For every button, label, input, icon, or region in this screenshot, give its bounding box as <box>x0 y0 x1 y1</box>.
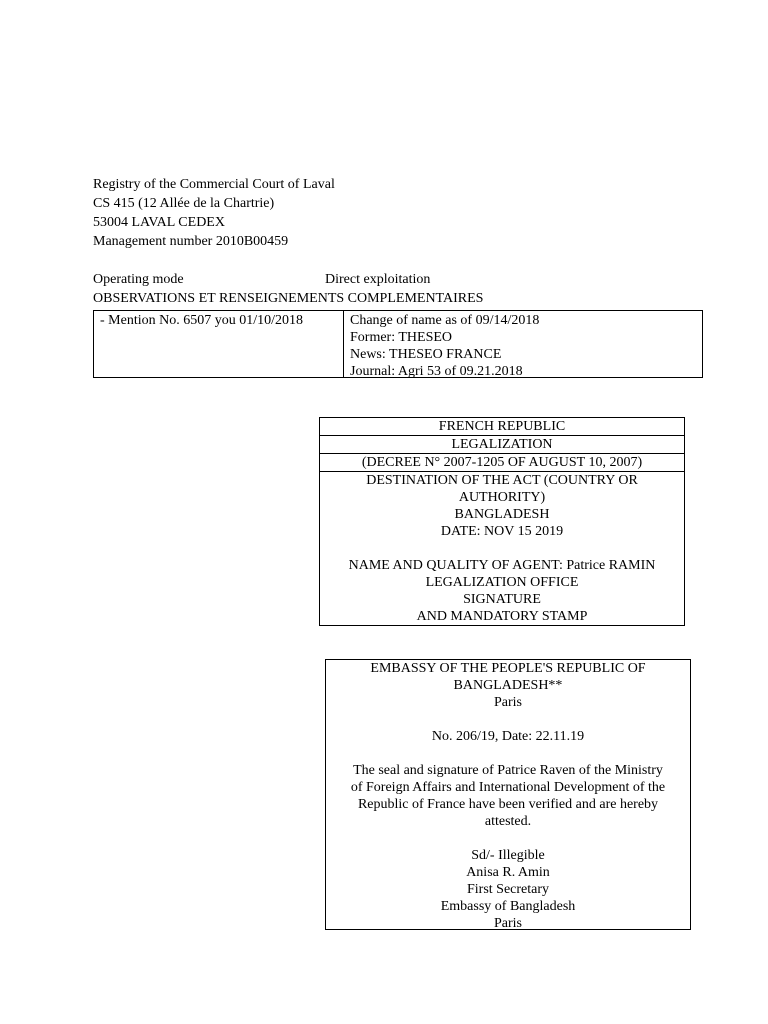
embassy-office: Embassy of Bangladesh <box>440 899 576 914</box>
destination-label-1: DESTINATION OF THE ACT (COUNTRY OR <box>366 473 638 488</box>
legalization-box <box>319 417 685 626</box>
operating-mode-label: Operating mode <box>93 272 184 287</box>
signatory-position: First Secretary <box>466 882 550 897</box>
legalization-country: FRENCH REPUBLIC <box>320 418 684 436</box>
observation-line: Change of name as of 09/14/2018 <box>350 313 540 328</box>
management-number: Management number 2010B00459 <box>93 234 289 249</box>
embassy-attestation-box <box>325 659 691 930</box>
observation-line: Journal: Agri 53 of 09.21.2018 <box>350 364 523 379</box>
legalization-date: DATE: NOV 15 2019 <box>440 524 564 539</box>
legalization-title: LEGALIZATION <box>320 436 684 454</box>
spacer <box>334 745 682 762</box>
observations-table <box>93 310 703 378</box>
attestation-line: The seal and signature of Patrice Raven of the Ministry <box>353 763 663 778</box>
registry-header <box>93 175 713 307</box>
observations-heading: OBSERVATIONS ET RENSEIGNEMENTS COMPLEMENTAIRES <box>93 291 484 306</box>
attestation-line: of Foreign Affairs and International Development of the <box>350 780 666 795</box>
observations-mention: - Mention No. 6507 you 01/10/2018 <box>94 311 344 377</box>
spacer <box>93 251 713 270</box>
spacer <box>326 540 678 557</box>
observation-line: News: THESEO FRANCE <box>350 347 502 362</box>
registry-name: Registry of the Commercial Court of Laval <box>93 177 335 192</box>
signature-label: SIGNATURE <box>463 592 541 607</box>
destination-label-2: AUTHORITY) <box>458 490 546 505</box>
address-line-1: CS 415 (12 Allée de la Chartrie) <box>93 196 275 211</box>
observation-line: Former: THESEO <box>350 330 453 345</box>
embassy-name-2: BANGLADESH** <box>453 678 563 693</box>
embassy-office-city: Paris <box>494 916 522 931</box>
legalization-decree: (DECREE N° 2007-1205 OF AUGUST 10, 2007) <box>361 455 643 470</box>
embassy-city: Paris <box>494 695 522 710</box>
embassy-reference: No. 206/19, Date: 22.11.19 <box>431 729 585 744</box>
signature-note: Sd/- Illegible <box>471 848 545 863</box>
attestation-line: attested. <box>484 814 532 829</box>
operating-mode-row <box>93 270 713 289</box>
legalization-body <box>320 472 684 625</box>
observations-details <box>344 311 702 377</box>
spacer <box>334 830 682 847</box>
operating-mode-value: Direct exploitation <box>325 272 431 287</box>
agent-name: NAME AND QUALITY OF AGENT: Patrice RAMIN <box>348 558 656 573</box>
embassy-name-1: EMBASSY OF THE PEOPLE'S REPUBLIC OF <box>370 661 646 676</box>
spacer <box>334 711 682 728</box>
stamp-label: AND MANDATORY STAMP <box>416 609 588 624</box>
signatory-name: Anisa R. Amin <box>466 865 550 880</box>
address-line-2: 53004 LAVAL CEDEX <box>93 215 225 230</box>
legalization-office: LEGALIZATION OFFICE <box>425 575 579 590</box>
attestation-line: Republic of France have been verified and are hereby <box>357 797 659 812</box>
legalization-header <box>320 418 684 472</box>
destination-value: BANGLADESH <box>454 507 550 522</box>
